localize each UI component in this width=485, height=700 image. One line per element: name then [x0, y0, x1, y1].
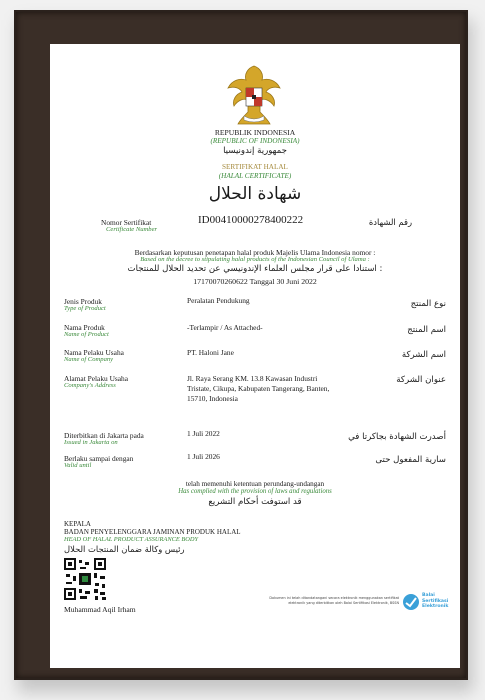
field-label-en: Company's Address	[64, 382, 116, 389]
field-value: Peralatan Pendukung	[187, 296, 250, 305]
country-name: REPUBLIK INDONESIA	[214, 128, 296, 137]
esign-note-line: elektronik yang diterbitkan oleh Balai Sertifikasi Elektronik, BSSN	[288, 601, 399, 605]
signatory-name: Muhammad Aqil Irham	[64, 605, 136, 614]
issued-label-en: Issued in Jakarta on	[64, 439, 118, 446]
cert-number-value: ID00410000278400222	[198, 214, 304, 226]
field-label-ar: عنوان الشركة	[396, 375, 446, 385]
bsre-logo-text: Sertifikasi	[422, 598, 449, 604]
signatory-agency: BADAN PENYELENGGARA JAMINAN PRODUK HALAL	[64, 528, 241, 536]
field-value: 15710, Indonesia	[187, 394, 238, 403]
valid-label-ar: سارية المفعول حتى	[375, 455, 446, 465]
picture-frame	[14, 10, 468, 680]
field-label-en: Type of Product	[64, 305, 106, 312]
qr-code[interactable]	[64, 558, 106, 600]
field-label: Nama Pelaku Usaha	[64, 348, 124, 357]
field-label-en: Name of Product	[64, 331, 109, 338]
decree-line: Berdasarkan keputusan penetapan halal produk Majelis Ulama Indonesia nomor :	[134, 248, 376, 257]
certificate-title-en: (HALAL CERTIFICATE)	[218, 172, 292, 180]
field-label-ar: اسم الشركة	[401, 350, 446, 360]
field-value: PT. Haloni Jane	[187, 348, 234, 357]
decree-line-ar: استنادا على قرار مجلس العلماء الإندونيسي عن تحديد الحلال للمنتجات :	[127, 264, 383, 274]
issued-label-ar: أصدرت الشهادة بجاكرتا في	[348, 432, 446, 442]
field-label: Nama Produk	[64, 323, 105, 332]
field-value: Tristate, Cikupa, Kabupaten Tangerang, Banten,	[187, 384, 330, 393]
signatory-title: KEPALA	[64, 520, 91, 528]
signatory-agency-ar: رئيس وكالة ضمان المنتجات الحلال	[64, 544, 185, 554]
garuda-emblem	[226, 62, 282, 126]
certificate-title-ar: شهادة الحلال	[208, 184, 302, 204]
bsre-logo-text: Elektronik	[422, 604, 449, 610]
valid-label: Berlaku sampai dengan	[64, 454, 134, 463]
cert-number-label-en: Certificate Number	[106, 226, 158, 233]
decree-line-en: Based on the decree to stipulating halal products of the Indonesian Council of Ulama :	[140, 256, 370, 263]
compliance-line-ar: قد استوفت أحكام التشريع	[208, 497, 302, 507]
field-value: Jl. Raya Serang KM. 13.8 Kawasan Industri	[187, 374, 318, 383]
cert-number-label-ar: رقم الشهادة	[368, 217, 412, 227]
esign-note-line: Dokumen ini telah ditandatangani secara elektronik menggunakan sertifikat	[269, 596, 399, 600]
issued-date: 1 Juli 2022	[187, 429, 220, 438]
country-name-en: (REPUBLIC OF INDONESIA)	[210, 137, 300, 145]
field-label: Alamat Pelaku Usaha	[64, 374, 129, 383]
cert-number-label: Nomor Sertifikat	[101, 218, 152, 227]
field-label-ar: نوع المنتج	[410, 299, 446, 309]
compliance-line: telah memenuhi ketentuan perundang-undangan	[185, 480, 325, 488]
country-name-ar: جمهورية إندونيسيا	[223, 146, 287, 156]
field-label-ar: اسم المنتج	[407, 325, 446, 335]
valid-label-en: Valid until	[64, 462, 92, 469]
decree-reference: 17170070260622 Tanggal 30 Juni 2022	[193, 277, 317, 286]
bsre-logo-text: Balai	[422, 593, 435, 598]
compliance-line-en: Has complied with the provision of laws and regulations	[178, 488, 332, 495]
certificate-title: SERTIFIKAT HALAL	[222, 163, 288, 171]
certificate-paper	[50, 44, 460, 668]
bsre-logo-icon	[402, 593, 420, 611]
field-label-en: Name of Company	[64, 356, 114, 363]
signatory-agency-en: HEAD OF HALAL PRODUCT ASSURANCE BODY	[64, 536, 199, 543]
field-value: -Terlampir / As Attached-	[187, 323, 263, 332]
issued-label: Diterbitkan di Jakarta pada	[64, 431, 144, 440]
valid-date: 1 Juli 2026	[187, 452, 220, 461]
field-label: Jenis Produk	[64, 297, 102, 306]
